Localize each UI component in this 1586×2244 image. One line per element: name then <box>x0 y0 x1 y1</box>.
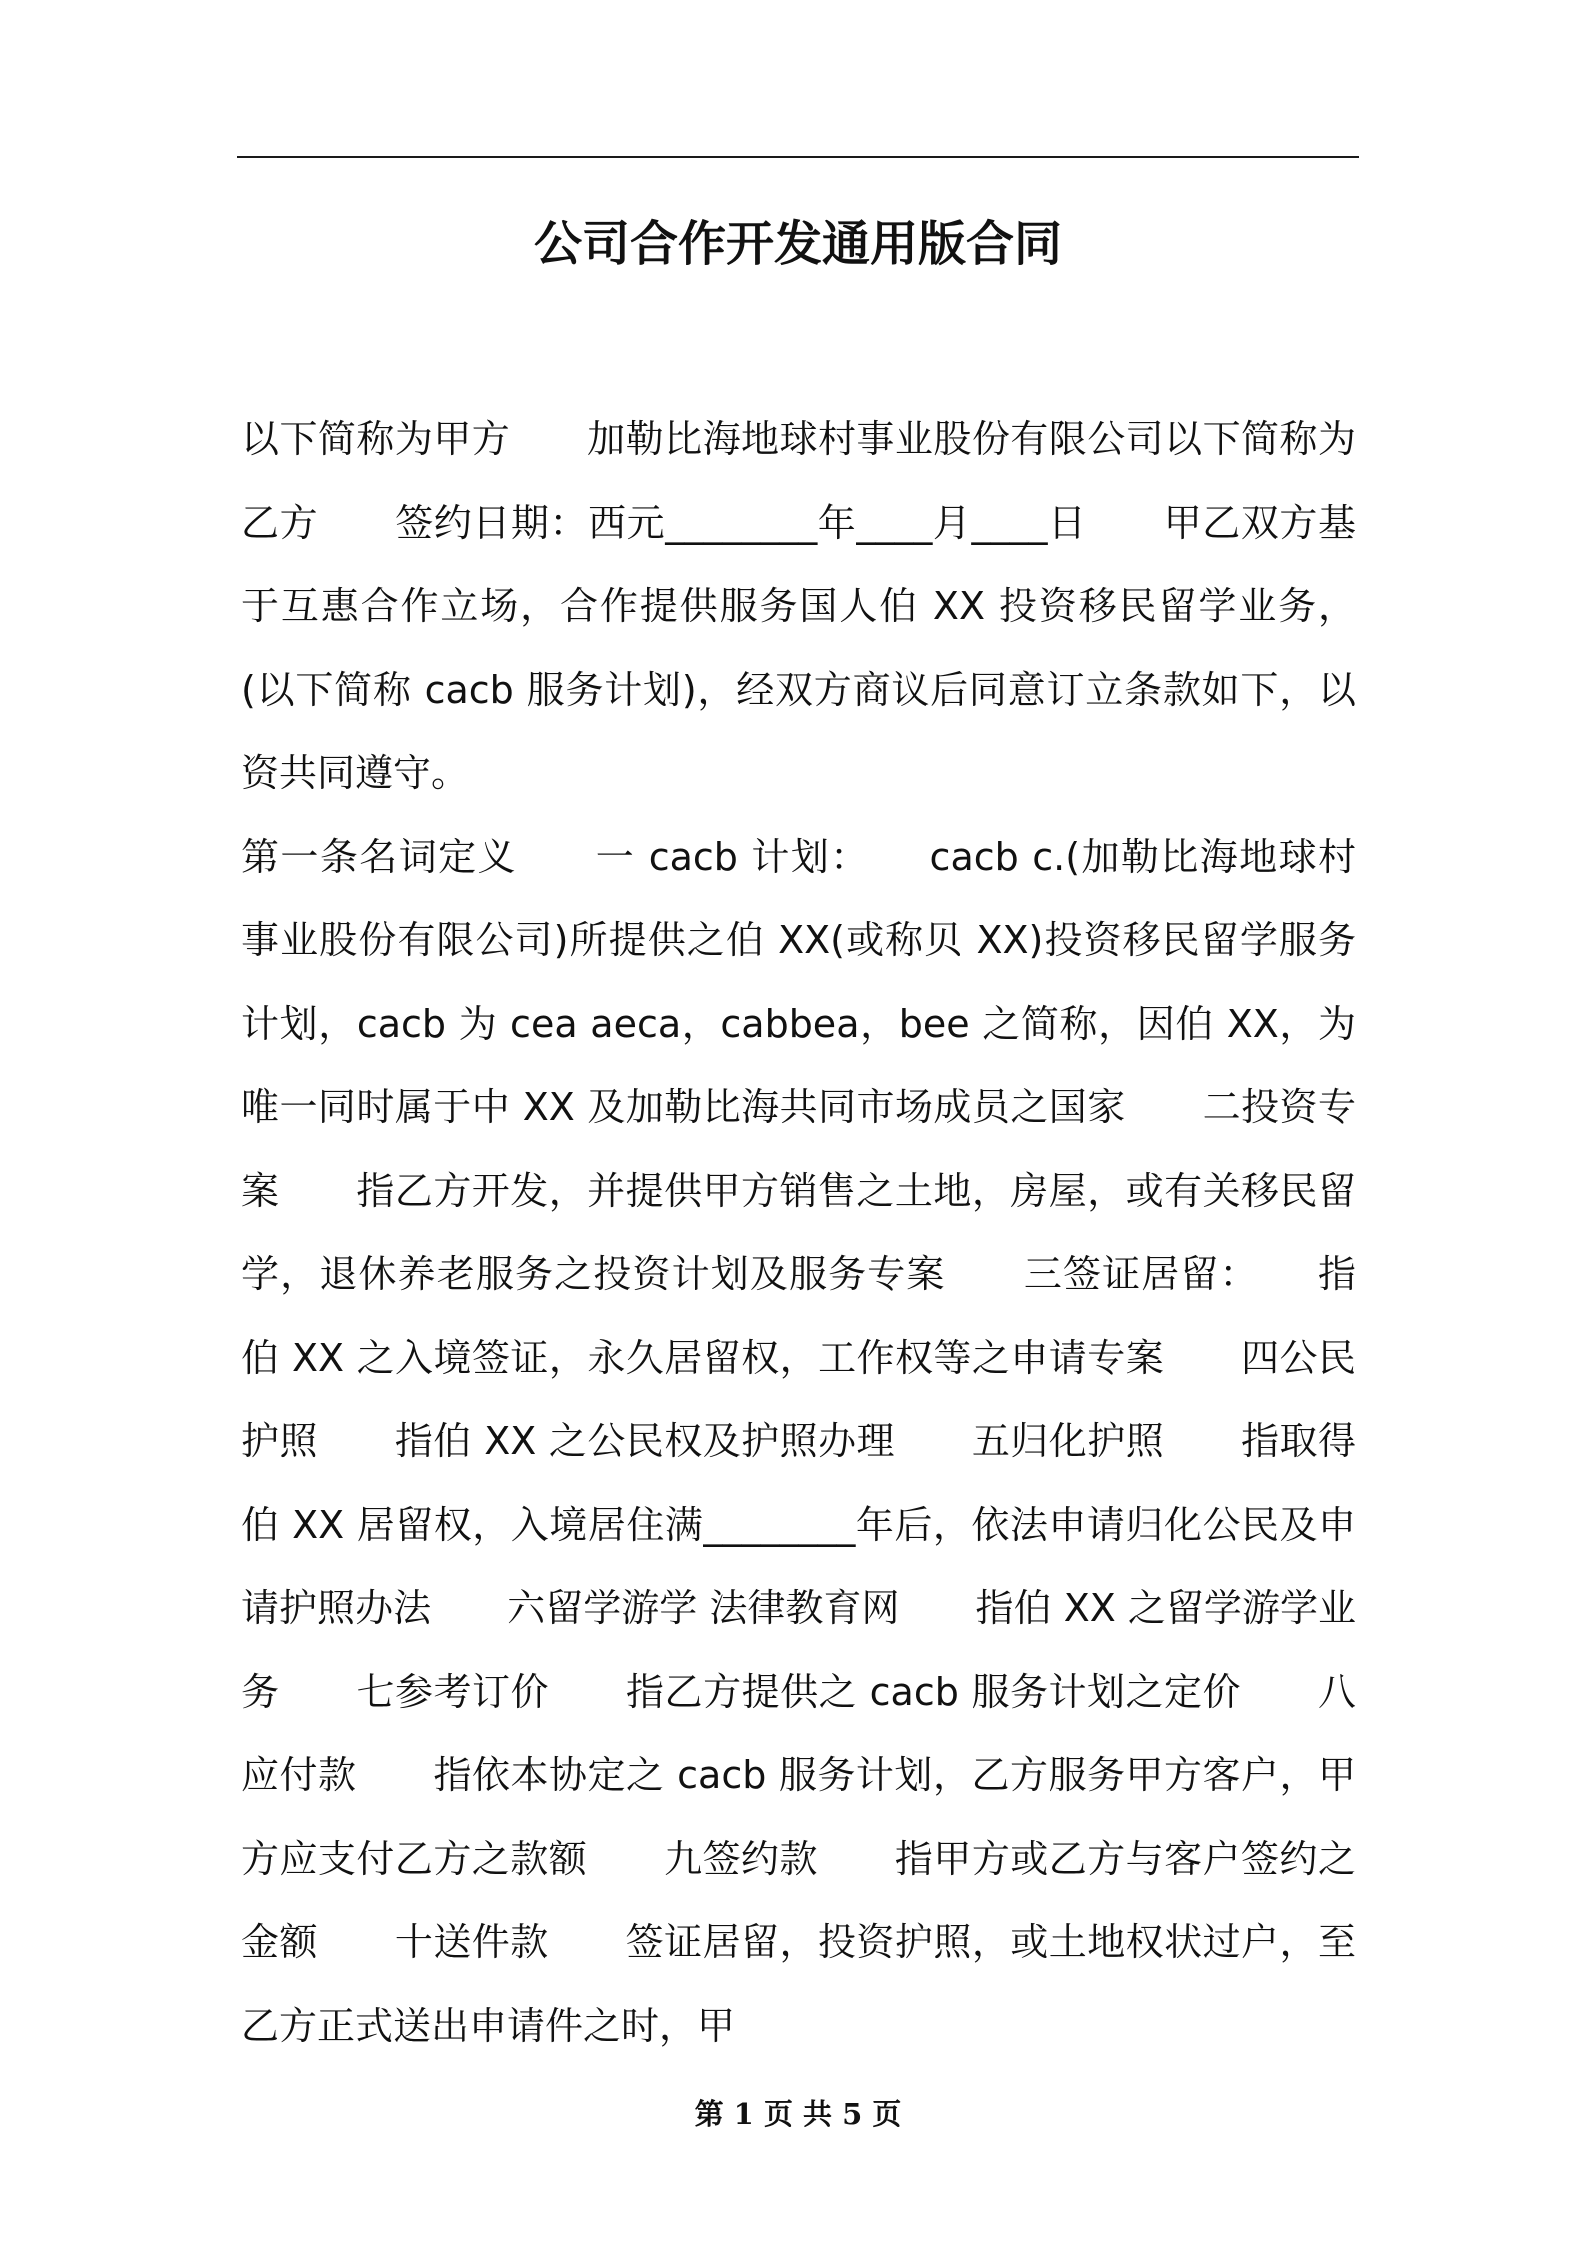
document-body <box>241 398 1356 2068</box>
paragraph-article-1-definitions: 第一条名词定义 一 cacb 计划： cacb c.(加勒比海地球村事业股份有限公司)所提供之伯 XX(或称贝 XX)投资移民留学服务计划，cacb 为 cea aeca，cabbea，bee 之简称，因伯 XX，为唯一同时属于中 XX 及加勒比海共同市场成员之国家 二投资专案 指乙方开发，并提供甲方销售之土地，房屋，或有关移民留学，退休养老服务之投资计划及服务专案 三签证居留： 指伯 XX 之入境签证，永久居留权，工作权等之申请专案 四公民护照 指伯 XX 之公民权及护照办理 五归化护照 指取得伯 XX 居留权，入境居住满________年后，依法申请归化公民及申请护照办法 六留学游学 法律教育网 指伯 XX 之留学游学业务 七参考订价 指乙方提供之 cacb 服务计划之定价 八应付款 指依本协定之 cacb 服务计划，乙方服务甲方客户，甲方应支付乙方之款额 九签约款 指甲方或乙方与客户签约之金额 十送件款 签证居留，投资护照，或土地权状过户，至乙方正式送出申请件之时，甲 <box>241 834 1356 2048</box>
page-number-footer: 第 1 页 共 5 页 <box>694 2097 902 2131</box>
header-rule <box>237 156 1359 158</box>
paragraph-preamble: 以下简称为甲方 加勒比海地球村事业股份有限公司以下简称为乙方 签约日期：西元________年____月____日 甲乙双方基于互惠合作立场，合作提供服务国人伯 XX 投资移民留学业务，(以下简称 cacb 服务计划)，经双方商议后同意订立条款如下，以资共同遵守。 <box>241 417 1356 795</box>
document-title: 公司合作开发通用版合同 <box>533 216 1062 272</box>
